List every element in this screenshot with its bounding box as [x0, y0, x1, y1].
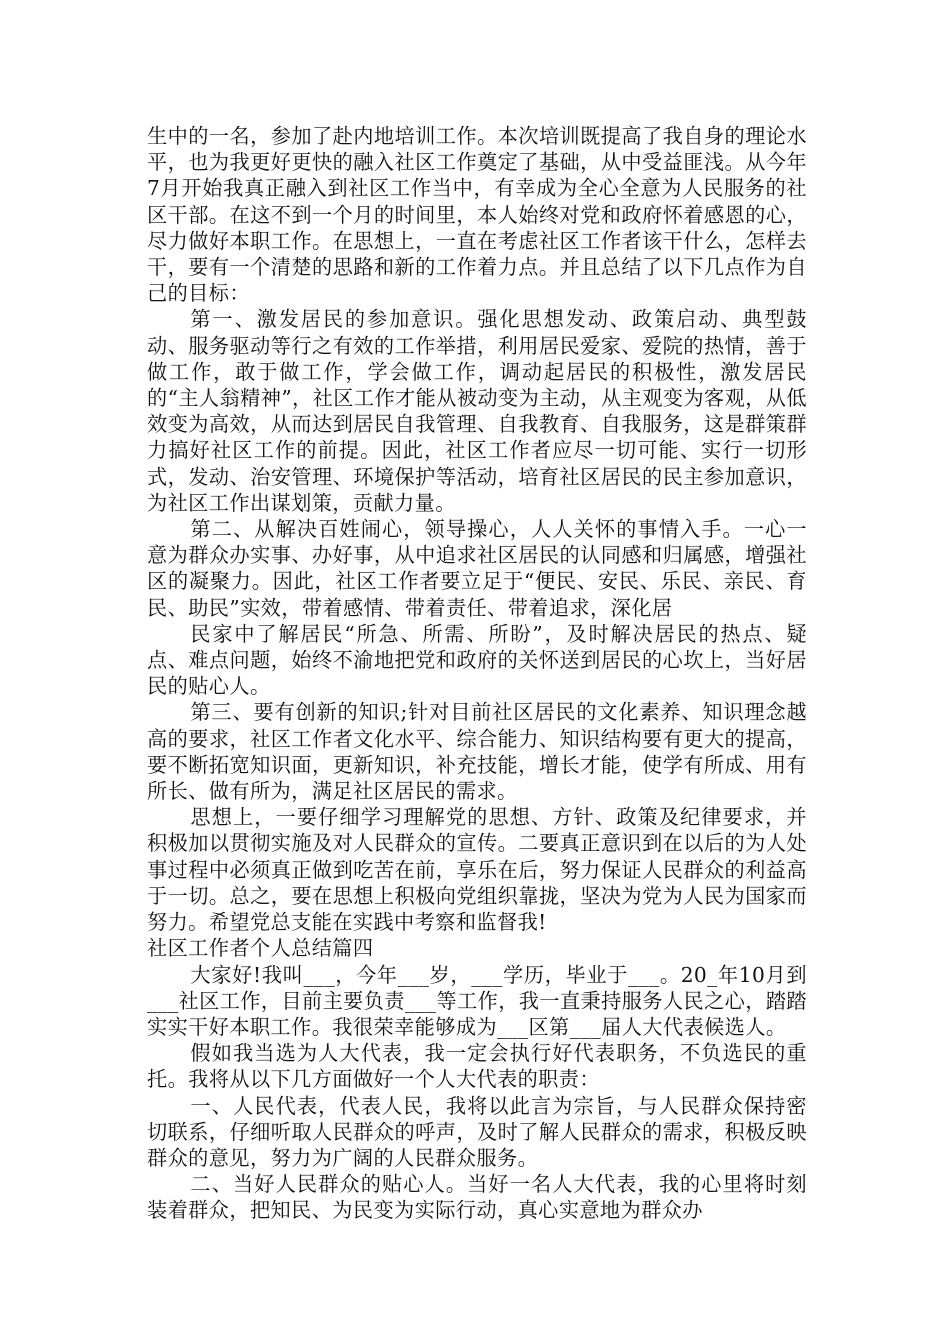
section-heading: 社区工作者个人总结篇四 — [147, 936, 374, 961]
paragraph-1: 生中的一名，参加了赴内地培训工作。本次培训既提高了我自身的理论水平，也为我更好更快的融入社区工作奠定了基础，从中受益匪浅。从今年7月开始我真正融入到社区工作当中，有幸成为全心全意为人民服务的社区干部。在这不到一个月的时间里，本人始终对党和政府怀着感恩的心，尽力做好本职工作。在思想上，一直在考虑社区工作者该干什么，怎样去干，要有一个清楚的思路和新的工作着力点。并且总结了以下几点作为自己的目标： — [147, 124, 807, 306]
paragraph-9: 一、人民代表，代表人民，我将以此言为宗旨，与人民群众保持密切联系，仔细听取人民群众的呼声，及时了解人民群众的需求，积极反映群众的意见，努力为广阔的人民群众服务。 — [147, 1093, 807, 1170]
document-body — [147, 123, 807, 1224]
paragraph-8: 假如我当选为人大代表，我一定会执行好代表职务，不负选民的重托。我将从以下几方面做好一个人大代表的职责： — [147, 1041, 807, 1092]
paragraph-10: 二、当好人民群众的贴心人。当好一名人大代表，我的心里将时刻装着群众，把知民、为民变为实际行动，真心实意地为群众办 — [147, 1172, 807, 1223]
paragraph-7: 大家好!我叫___，今年___岁，___学历，毕业于___。20_年10月到___社区工作，目前主要负责___等工作，我一直秉持服务人民之心，踏踏实实干好本职工作。我很荣幸能够成为___区第___届人大代表候选人。 — [147, 962, 808, 1039]
paragraph-5: 第三、要有创新的知识;针对目前社区居民的文化素养、知识理念越高的要求，社区工作者文化水平、综合能力、知识结构要有更大的提高，要不断拓宽知识面，更新知识，补充技能，增长才能，使学有所成、用有所长、做有所为，满足社区居民的需求。 — [147, 700, 807, 804]
paragraph-6: 思想上，一要仔细学习理解党的思想、方针、政策及纪律要求，并积极加以贯彻实施及对人民群众的宣传。二要真正意识到在以后的为人处事过程中必须真正做到吃苦在前，享乐在后，努力保证人民群众的利益高于一切。总之，要在思想上积极向党组织靠拢，坚决为党为人民为国家而努力。希望党总支能在实践中考察和监督我! — [147, 805, 807, 935]
paragraph-2: 第一、激发居民的参加意识。强化思想发动、政策启动、典型鼓动、服务驱动等行之有效的工作举措，利用居民爱家、爱院的热情，善于做工作，敢于做工作，学会做工作，调动起居民的积极性，激发居民的“主人翁精神”，社区工作才能从被动变为主动，从主观变为客观，从低效变为高效，从而达到居民自我管理、自我教育、自我服务，这是群策群力搞好社区工作的前提。因此，社区工作者应尽一切可能、实行一切形式，发动、治安管理、环境保护等活动，培育社区居民的民主参加意识，为社区工作出谋划策，贡献力量。 — [147, 307, 807, 515]
paragraph-3: 第二、从解决百姓闹心，领导操心，人人关怀的事情入手。一心一意为群众办实事、办好事，从中追求社区居民的认同感和归属感，增强社区的凝聚力。因此，社区工作者要立足于“便民、安民、乐民、亲民、育民、助民”实效，带着感情、带着责任、带着追求，深化居 — [147, 517, 807, 620]
paragraph-4: 民家中了解居民“所急、所需、所盼”，及时解决居民的热点、疑点、难点问题，始终不渝地把党和政府的关怀送到居民的心坎上，当好居民的贴心人。 — [147, 621, 807, 699]
